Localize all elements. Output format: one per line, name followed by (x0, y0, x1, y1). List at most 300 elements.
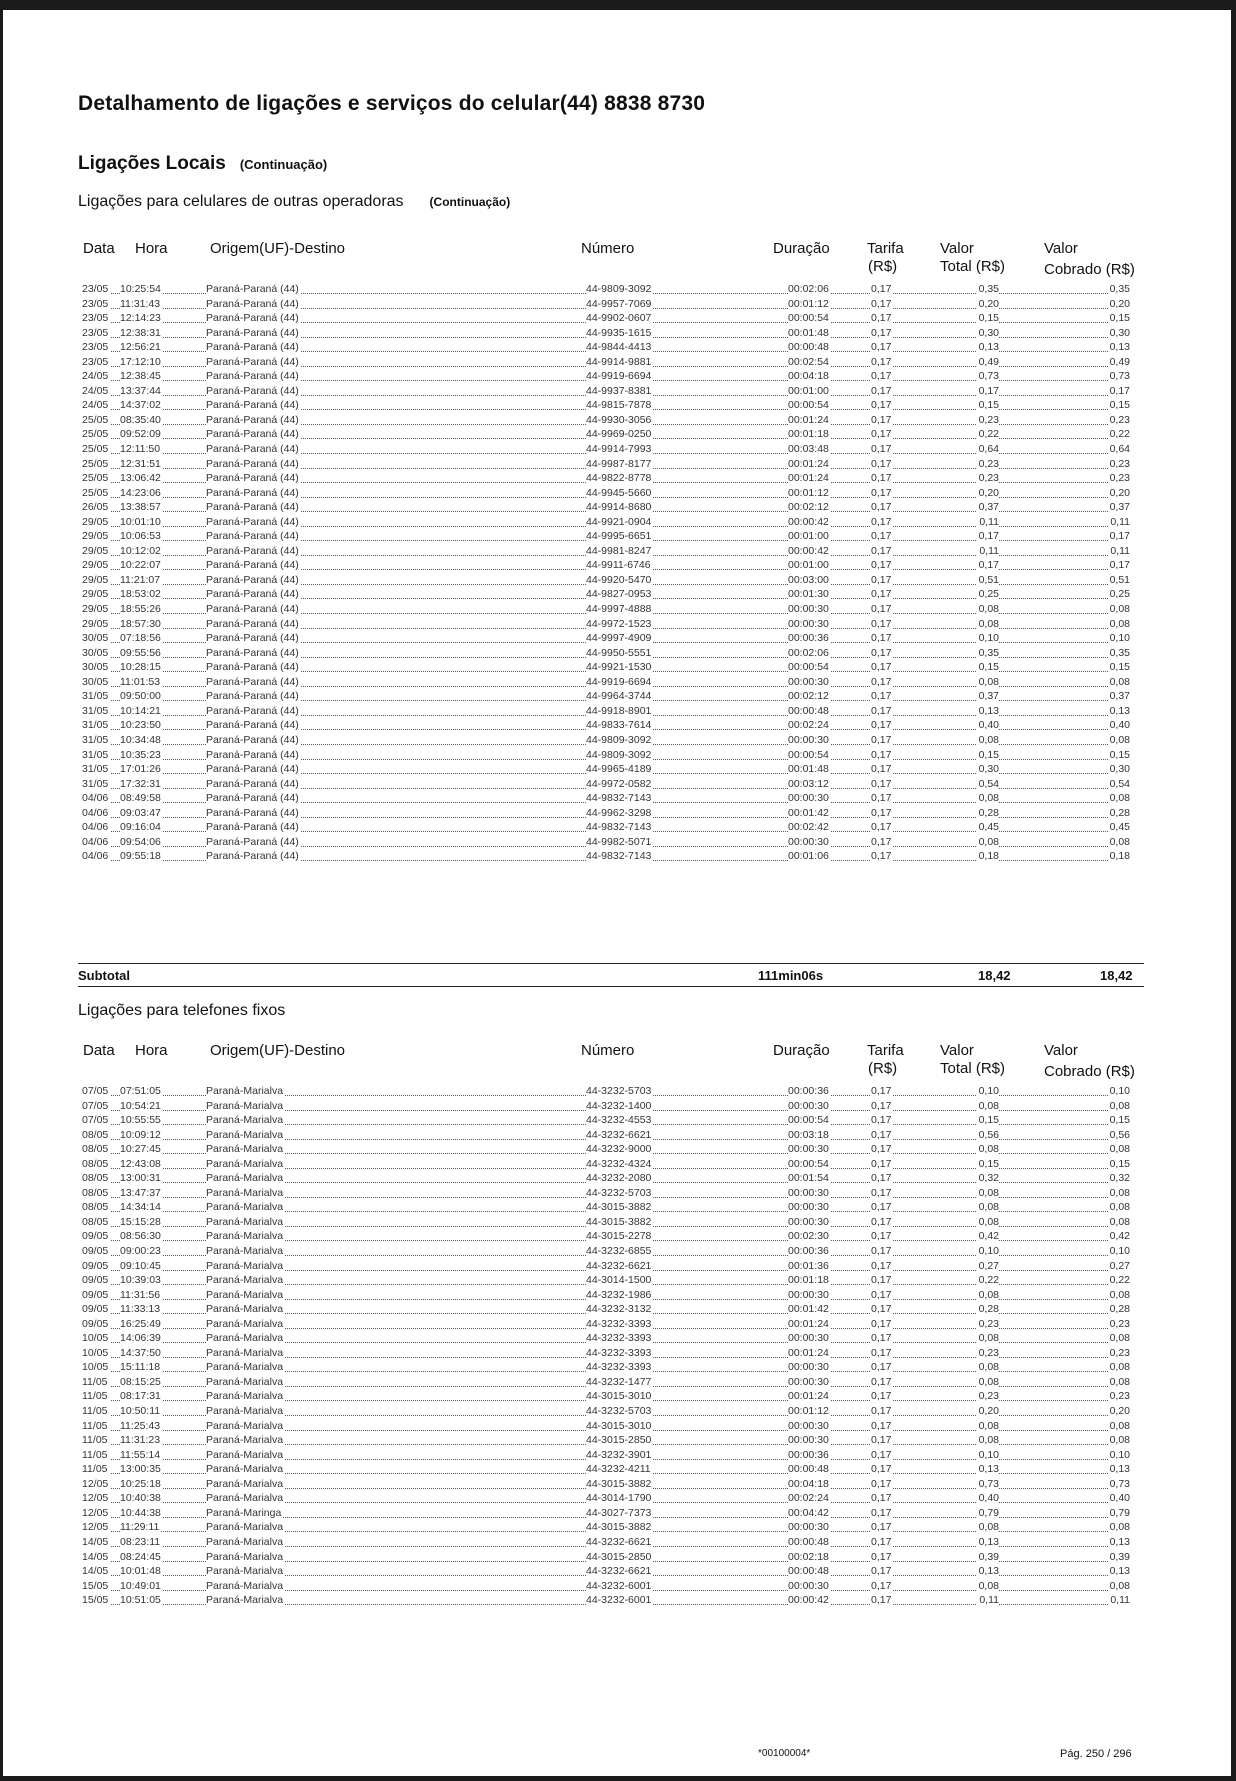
subtotal-label: Subtotal (78, 968, 130, 983)
cell-valor-total: 0,28 (978, 806, 999, 819)
cell-origem: Paraná-Marialva (206, 1390, 284, 1403)
cell-valor-cobrado: 0,11 (1110, 544, 1130, 557)
cell-tarifa: 0,17 (871, 1419, 892, 1432)
cell-duracao: 00:00:30 (788, 1288, 829, 1301)
cell-duracao: 00:00:54 (788, 399, 829, 412)
cell-numero: 44-9809-3092 (586, 748, 652, 761)
cell-hora: 09:03:47 (120, 806, 161, 819)
cell-tarifa: 0,17 (871, 297, 892, 310)
cell-hora: 08:15:25 (120, 1375, 161, 1388)
col-header-origem: Origem(UF)-Destino (210, 240, 346, 257)
cell-data: 09/05 (82, 1288, 109, 1301)
col-header-valor-cobrado-unit: Cobrado (R$) (1044, 1063, 1135, 1080)
cell-valor-total: 0,40 (978, 719, 999, 732)
cell-origem: Paraná-Paraná (44) (206, 704, 299, 717)
cell-data: 12/05 (82, 1521, 109, 1534)
cell-origem: Paraná-Paraná (44) (206, 457, 299, 470)
cell-tarifa: 0,17 (871, 1114, 892, 1127)
table-row (78, 762, 1144, 777)
cell-valor-cobrado: 0,10 (1109, 1448, 1130, 1461)
cell-valor-cobrado: 0,25 (1109, 588, 1130, 601)
table-row (78, 1550, 1144, 1565)
cell-data: 11/05 (82, 1434, 108, 1447)
cell-valor-total: 0,11 (979, 1594, 999, 1607)
cell-hora: 10:22:07 (120, 559, 161, 572)
table-row (78, 748, 1144, 763)
cell-data: 25/05 (82, 457, 109, 470)
cell-origem: Paraná-Marialva (206, 1245, 284, 1258)
cell-origem: Paraná-Marialva (206, 1492, 284, 1505)
cell-hora: 11:31:56 (120, 1288, 161, 1301)
cell-tarifa: 0,17 (871, 733, 892, 746)
cell-numero: 44-9950-5551 (586, 646, 652, 659)
cell-numero: 44-3232-5703 (586, 1085, 652, 1097)
cell-numero: 44-9918-8901 (586, 704, 652, 717)
col-header-data: Data (83, 1042, 115, 1059)
cell-numero: 44-3232-2080 (586, 1172, 652, 1185)
col-header-valor-total: Valor (940, 240, 974, 257)
cell-valor-cobrado: 0,11 (1110, 1594, 1130, 1607)
cell-origem: Paraná-Marialva (206, 1157, 284, 1170)
cell-tarifa: 0,17 (871, 1492, 892, 1505)
cell-valor-total: 0,10 (978, 632, 999, 645)
cell-numero: 44-9919-6694 (586, 675, 652, 688)
cell-valor-total: 0,08 (978, 1186, 999, 1199)
cell-tarifa: 0,17 (871, 312, 892, 325)
cell-valor-cobrado: 0,15 (1109, 1114, 1130, 1127)
table-row (78, 1491, 1144, 1506)
cell-origem: Paraná-Paraná (44) (206, 835, 299, 848)
cell-tarifa: 0,17 (871, 1506, 892, 1519)
cell-hora: 13:37:44 (120, 384, 161, 397)
cell-numero: 44-9964-3744 (586, 690, 652, 703)
cell-valor-cobrado: 0,08 (1109, 1288, 1130, 1301)
table-row (78, 646, 1144, 661)
cell-data: 12/05 (82, 1506, 109, 1519)
cell-hora: 11:55:14 (120, 1448, 161, 1461)
cell-hora: 08:35:40 (120, 413, 161, 426)
table-row (78, 500, 1144, 515)
cell-origem: Paraná-Marialva (206, 1186, 284, 1199)
cell-valor-cobrado: 0,13 (1109, 704, 1130, 717)
cell-valor-total: 0,32 (978, 1172, 999, 1185)
col-header-tarifa: Tarifa (867, 240, 904, 257)
table-row (78, 442, 1144, 457)
cell-duracao: 00:00:54 (788, 661, 829, 674)
cell-numero: 44-3015-2278 (586, 1230, 652, 1243)
cell-numero: 44-9832-7143 (586, 821, 652, 834)
cell-duracao: 00:01:06 (788, 850, 829, 863)
cell-valor-total: 0,56 (978, 1128, 999, 1141)
cell-valor-cobrado: 0,32 (1109, 1172, 1130, 1185)
cell-duracao: 00:02:06 (788, 283, 829, 295)
cell-duracao: 00:02:12 (788, 501, 829, 514)
cell-hora: 18:53:02 (120, 588, 161, 601)
table-row (78, 849, 1144, 864)
cell-numero: 44-3015-3882 (586, 1477, 652, 1490)
cell-hora: 09:54:06 (120, 835, 161, 848)
cell-hora: 12:38:31 (120, 326, 161, 339)
table-row (78, 1099, 1144, 1114)
table-row (78, 733, 1144, 748)
cell-tarifa: 0,17 (871, 1245, 892, 1258)
cell-duracao: 00:02:54 (788, 355, 829, 368)
cell-numero: 44-9972-0582 (586, 777, 652, 790)
cell-origem: Paraná-Paraná (44) (206, 719, 299, 732)
table-row (78, 587, 1144, 602)
cell-hora: 10:06:53 (120, 530, 161, 543)
cell-tarifa: 0,17 (871, 1579, 892, 1592)
cell-hora: 13:06:42 (120, 472, 161, 485)
cell-valor-cobrado: 0,23 (1109, 1390, 1130, 1403)
cell-tarifa: 0,17 (871, 413, 892, 426)
cell-valor-cobrado: 0,20 (1109, 1405, 1130, 1418)
cell-duracao: 00:04:42 (788, 1506, 829, 1519)
cell-data: 11/05 (82, 1390, 108, 1403)
cell-hora: 11:31:23 (120, 1434, 161, 1447)
cell-valor-total: 0,23 (978, 413, 999, 426)
cell-hora: 10:27:45 (120, 1143, 161, 1156)
cell-data: 24/05 (82, 399, 109, 412)
cell-valor-total: 0,08 (978, 792, 999, 805)
table-row (78, 660, 1144, 675)
cell-valor-cobrado: 0,73 (1109, 370, 1130, 383)
table-row (78, 1360, 1144, 1375)
document-page (3, 10, 1231, 1776)
cell-numero: 44-9914-9881 (586, 355, 652, 368)
cell-numero: 44-9921-1530 (586, 661, 652, 674)
cell-origem: Paraná-Marialva (206, 1201, 284, 1214)
cell-numero: 44-9937-8381 (586, 384, 652, 397)
cell-tarifa: 0,17 (871, 1172, 892, 1185)
cell-valor-total: 0,17 (978, 559, 999, 572)
cell-hora: 10:54:21 (120, 1099, 161, 1112)
cell-valor-cobrado: 0,08 (1109, 1375, 1130, 1388)
cell-numero: 44-3232-6621 (586, 1259, 652, 1272)
cell-tarifa: 0,17 (871, 544, 892, 557)
cell-data: 09/05 (82, 1274, 109, 1287)
cell-tarifa: 0,17 (871, 515, 892, 528)
cell-origem: Paraná-Paraná (44) (206, 515, 299, 528)
table-row (78, 1244, 1144, 1259)
cell-valor-total: 0,10 (978, 1448, 999, 1461)
cell-valor-cobrado: 0,22 (1109, 1274, 1130, 1287)
cell-valor-total: 0,17 (978, 530, 999, 543)
cell-origem: Paraná-Marialva (206, 1099, 284, 1112)
cell-data: 31/05 (82, 777, 109, 790)
cell-data: 31/05 (82, 690, 109, 703)
table-row (78, 1128, 1144, 1143)
col-header-numero: Número (581, 240, 635, 257)
cell-valor-total: 0,73 (978, 370, 999, 383)
cell-duracao: 00:01:24 (788, 472, 829, 485)
cell-hora: 14:34:14 (120, 1201, 161, 1214)
cell-valor-total: 0,08 (978, 1143, 999, 1156)
cell-valor-total: 0,13 (978, 704, 999, 717)
cell-numero: 44-3232-6001 (586, 1579, 652, 1592)
cell-tarifa: 0,17 (871, 1550, 892, 1563)
cell-valor-total: 0,40 (978, 1492, 999, 1505)
cell-data: 08/05 (82, 1128, 109, 1141)
cell-tarifa: 0,17 (871, 1259, 892, 1272)
cell-valor-cobrado: 0,30 (1109, 326, 1130, 339)
cell-data: 29/05 (82, 588, 109, 601)
cell-origem: Paraná-Marialva (206, 1274, 284, 1287)
cell-origem: Paraná-Paraná (44) (206, 763, 299, 776)
cell-tarifa: 0,17 (871, 748, 892, 761)
cell-origem: Paraná-Paraná (44) (206, 399, 299, 412)
cell-hora: 08:17:31 (120, 1390, 161, 1403)
table-row (78, 398, 1144, 413)
cell-valor-cobrado: 0,08 (1109, 675, 1130, 688)
cell-tarifa: 0,17 (871, 1375, 892, 1388)
cell-origem: Paraná-Paraná (44) (206, 413, 299, 426)
cell-duracao: 00:00:30 (788, 603, 829, 616)
cell-data: 29/05 (82, 603, 109, 616)
cell-valor-total: 0,08 (978, 1375, 999, 1388)
cell-origem: Paraná-Marialva (206, 1463, 284, 1476)
cell-duracao: 00:00:30 (788, 1521, 829, 1534)
cell-valor-cobrado: 0,08 (1109, 792, 1130, 805)
cell-data: 30/05 (82, 661, 109, 674)
cell-hora: 15:15:28 (120, 1215, 161, 1228)
table-row (78, 806, 1144, 821)
cell-valor-total: 0,17 (978, 384, 999, 397)
cell-valor-cobrado: 0,79 (1109, 1506, 1130, 1519)
cell-duracao: 00:01:30 (788, 588, 829, 601)
cell-numero: 44-9914-7993 (586, 443, 652, 456)
cell-duracao: 00:00:30 (788, 835, 829, 848)
cell-tarifa: 0,17 (871, 530, 892, 543)
cell-valor-cobrado: 0,08 (1109, 1332, 1130, 1345)
cell-valor-cobrado: 0,08 (1109, 1201, 1130, 1214)
cell-origem: Paraná-Marialva (206, 1448, 284, 1461)
cell-tarifa: 0,17 (871, 370, 892, 383)
cell-origem: Paraná-Paraná (44) (206, 428, 299, 441)
cell-origem: Paraná-Paraná (44) (206, 632, 299, 645)
cell-origem: Paraná-Paraná (44) (206, 370, 299, 383)
table-row (78, 515, 1144, 530)
cell-valor-total: 0,23 (978, 1317, 999, 1330)
cell-numero: 44-9809-3092 (586, 733, 652, 746)
cell-hora: 10:44:38 (120, 1506, 161, 1519)
section-continuation: (Continuação) (239, 157, 328, 172)
cell-tarifa: 0,17 (871, 1215, 892, 1228)
cell-tarifa: 0,17 (871, 1157, 892, 1170)
cell-duracao: 00:03:18 (788, 1128, 829, 1141)
cell-duracao: 00:00:54 (788, 1114, 829, 1127)
cell-valor-total: 0,13 (978, 1535, 999, 1548)
cell-data: 11/05 (82, 1405, 108, 1418)
table-row (78, 486, 1144, 501)
cell-duracao: 00:00:30 (788, 733, 829, 746)
col-header-origem: Origem(UF)-Destino (210, 1042, 346, 1059)
cell-duracao: 00:00:54 (788, 312, 829, 325)
cell-hora: 10:28:15 (120, 661, 161, 674)
col-header-valor-cobrado-unit: Cobrado (R$) (1044, 261, 1135, 278)
cell-origem: Paraná-Paraná (44) (206, 297, 299, 310)
table-row (78, 457, 1144, 472)
cell-duracao: 00:01:24 (788, 1390, 829, 1403)
cell-data: 04/06 (82, 835, 109, 848)
cell-tarifa: 0,17 (871, 1288, 892, 1301)
cell-numero: 44-3014-1790 (586, 1492, 652, 1505)
cell-data: 08/05 (82, 1186, 109, 1199)
cell-hora: 10:01:10 (120, 515, 161, 528)
cell-duracao: 00:01:12 (788, 1405, 829, 1418)
cell-numero: 44-9844-4413 (586, 341, 652, 354)
cell-tarifa: 0,17 (871, 719, 892, 732)
cell-valor-total: 0,08 (978, 1419, 999, 1432)
cell-valor-total: 0,08 (978, 675, 999, 688)
cell-data: 29/05 (82, 515, 109, 528)
table-row (78, 427, 1144, 442)
cell-numero: 44-3232-3393 (586, 1332, 652, 1345)
cell-valor-total: 0,08 (978, 603, 999, 616)
cell-valor-total: 0,15 (978, 1157, 999, 1170)
cell-valor-cobrado: 0,10 (1109, 632, 1130, 645)
cell-numero: 44-9902-0607 (586, 312, 652, 325)
cell-numero: 44-3015-3882 (586, 1521, 652, 1534)
cell-origem: Paraná-Paraná (44) (206, 617, 299, 630)
cell-valor-cobrado: 0,08 (1109, 1099, 1130, 1112)
cell-duracao: 00:00:36 (788, 1085, 829, 1097)
cell-valor-total: 0,73 (978, 1477, 999, 1490)
col-header-hora: Hora (135, 1042, 168, 1059)
cell-origem: Paraná-Paraná (44) (206, 821, 299, 834)
cell-numero: 44-3232-6855 (586, 1245, 652, 1258)
cell-valor-cobrado: 0,37 (1109, 690, 1130, 703)
cell-valor-cobrado: 0,15 (1109, 748, 1130, 761)
table-row (78, 573, 1144, 588)
table-row (78, 1404, 1144, 1419)
cell-valor-cobrado: 0,56 (1109, 1128, 1130, 1141)
cell-origem: Paraná-Paraná (44) (206, 283, 299, 295)
cell-data: 31/05 (82, 704, 109, 717)
cell-duracao: 00:00:30 (788, 792, 829, 805)
cell-numero: 44-9921-0904 (586, 515, 652, 528)
cell-tarifa: 0,17 (871, 1405, 892, 1418)
col-header-valor-total: Valor (940, 1042, 974, 1059)
table-row (78, 1506, 1144, 1521)
cell-numero: 44-3027-7373 (586, 1506, 652, 1519)
cell-duracao: 00:00:30 (788, 1099, 829, 1112)
cell-numero: 44-3015-2850 (586, 1434, 652, 1447)
table-row (78, 704, 1144, 719)
cell-duracao: 00:00:48 (788, 1565, 829, 1578)
cell-data: 10/05 (82, 1332, 109, 1345)
cell-tarifa: 0,17 (871, 472, 892, 485)
cell-valor-cobrado: 0,40 (1109, 1492, 1130, 1505)
cell-origem: Paraná-Paraná (44) (206, 646, 299, 659)
cell-tarifa: 0,17 (871, 1346, 892, 1359)
cell-data: 30/05 (82, 632, 109, 645)
cell-tarifa: 0,17 (871, 1099, 892, 1112)
cell-valor-cobrado: 0,08 (1109, 1186, 1130, 1199)
cell-origem: Paraná-Marialva (206, 1317, 284, 1330)
cell-valor-cobrado: 0,20 (1109, 297, 1130, 310)
cell-hora: 13:00:31 (120, 1172, 161, 1185)
cell-origem: Paraná-Paraná (44) (206, 806, 299, 819)
cell-numero: 44-9962-3298 (586, 806, 652, 819)
col-header-valor-cobrado: Valor (1044, 1042, 1078, 1059)
cell-valor-total: 0,08 (978, 1361, 999, 1374)
cell-tarifa: 0,17 (871, 1085, 892, 1097)
cell-hora: 11:29:11 (120, 1521, 160, 1534)
cell-valor-cobrado: 0,13 (1109, 1535, 1130, 1548)
cell-valor-total: 0,22 (978, 1274, 999, 1287)
cell-data: 08/05 (82, 1157, 109, 1170)
table-row (78, 1186, 1144, 1201)
cell-origem: Paraná-Marialva (206, 1230, 284, 1243)
cell-origem: Paraná-Paraná (44) (206, 326, 299, 339)
cell-tarifa: 0,17 (871, 850, 892, 863)
table-row (78, 384, 1144, 399)
cell-data: 11/05 (82, 1463, 108, 1476)
cell-valor-total: 0,10 (978, 1085, 999, 1097)
cell-duracao: 00:00:42 (788, 544, 829, 557)
cell-data: 29/05 (82, 544, 109, 557)
cell-numero: 44-3232-3393 (586, 1361, 652, 1374)
cell-valor-cobrado: 0,11 (1110, 515, 1130, 528)
cell-valor-cobrado: 0,10 (1109, 1085, 1130, 1097)
cell-valor-total: 0,15 (978, 748, 999, 761)
cell-duracao: 00:00:54 (788, 1157, 829, 1170)
cell-valor-cobrado: 0,35 (1109, 646, 1130, 659)
cell-tarifa: 0,17 (871, 690, 892, 703)
cell-duracao: 00:00:30 (788, 675, 829, 688)
cell-tarifa: 0,17 (871, 457, 892, 470)
table-row (78, 413, 1144, 428)
cell-numero: 44-3232-6621 (586, 1535, 652, 1548)
cell-valor-total: 0,08 (978, 1434, 999, 1447)
cell-numero: 44-9981-8247 (586, 544, 652, 557)
cell-numero: 44-9827-0953 (586, 588, 652, 601)
cell-tarifa: 0,17 (871, 1201, 892, 1214)
cell-duracao: 00:00:48 (788, 1463, 829, 1476)
cell-origem: Paraná-Paraná (44) (206, 690, 299, 703)
table-row (78, 558, 1144, 573)
cell-numero: 44-3015-3882 (586, 1215, 652, 1228)
cell-valor-cobrado: 0,28 (1109, 806, 1130, 819)
cell-origem: Paraná-Marialva (206, 1114, 284, 1127)
cell-data: 09/05 (82, 1259, 109, 1272)
cell-duracao: 00:00:30 (788, 1201, 829, 1214)
cell-tarifa: 0,17 (871, 617, 892, 630)
cell-hora: 14:06:39 (120, 1332, 161, 1345)
cell-numero: 44-9957-7069 (586, 297, 652, 310)
table-row (78, 297, 1144, 312)
cell-origem: Paraná-Marialva (206, 1346, 284, 1359)
cell-data: 31/05 (82, 719, 109, 732)
footer-page-label: Pág. (1060, 1748, 1083, 1760)
cell-hora: 13:00:35 (120, 1463, 161, 1476)
cell-valor-total: 0,13 (978, 1565, 999, 1578)
cell-tarifa: 0,17 (871, 428, 892, 441)
cell-numero: 44-3015-2850 (586, 1550, 652, 1563)
cell-duracao: 00:00:30 (788, 1375, 829, 1388)
cell-tarifa: 0,17 (871, 661, 892, 674)
cell-valor-cobrado: 0,22 (1109, 428, 1130, 441)
cell-origem: Paraná-Marialva (206, 1332, 284, 1345)
cell-valor-total: 0,25 (978, 588, 999, 601)
cell-valor-cobrado: 0,49 (1109, 355, 1130, 368)
cell-valor-total: 0,08 (978, 1521, 999, 1534)
cell-valor-total: 0,51 (978, 573, 999, 586)
cell-origem: Paraná-Paraná (44) (206, 312, 299, 325)
cell-origem: Paraná-Marialva (206, 1579, 284, 1592)
cell-valor-total: 0,20 (978, 486, 999, 499)
